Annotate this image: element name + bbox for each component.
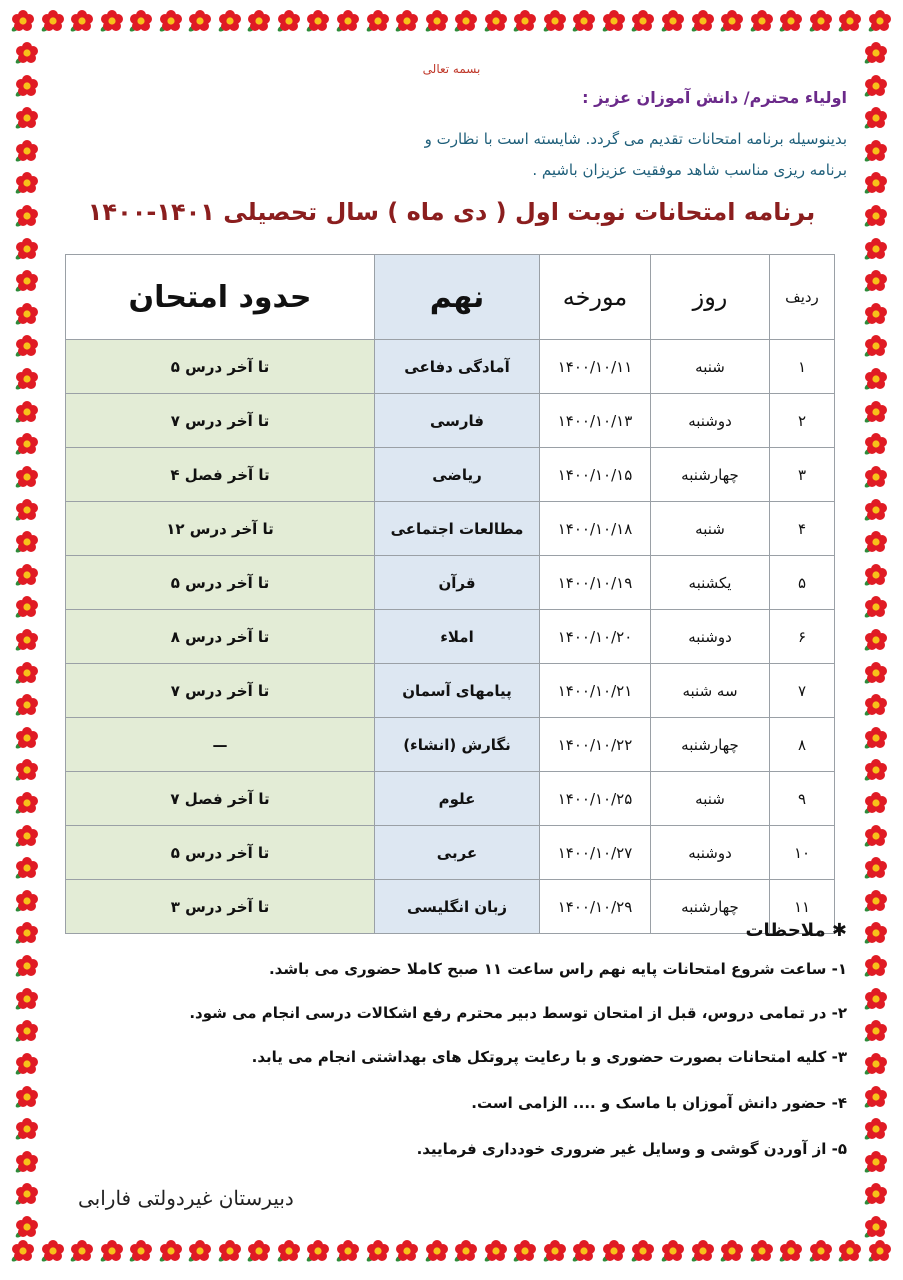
- row-number-cell: ۹: [770, 772, 835, 826]
- flower-icon: [863, 1084, 889, 1110]
- flower-icon: [863, 790, 889, 816]
- flower-icon: [14, 660, 40, 686]
- flower-icon: [335, 1238, 361, 1264]
- exam-range-cell: —: [66, 718, 375, 772]
- flower-icon: [630, 8, 656, 34]
- flower-icon: [158, 1238, 184, 1264]
- date-cell: ۱۴۰۰/۱۰/۱۵: [540, 448, 651, 502]
- flower-icon: [863, 40, 889, 66]
- table-row: [66, 718, 835, 772]
- asterisk-icon: ✱: [831, 920, 847, 941]
- course-cell: قرآن: [375, 556, 540, 610]
- flower-icon: [14, 529, 40, 555]
- date-cell: ۱۴۰۰/۱۰/۱۱: [540, 340, 651, 394]
- flower-icon: [187, 8, 213, 34]
- flower-icon: [14, 823, 40, 849]
- flower-icon: [863, 73, 889, 99]
- flower-icon: [863, 203, 889, 229]
- flower-icon: [690, 8, 716, 34]
- flower-border-bottom: [0, 1238, 903, 1272]
- flower-icon: [863, 1149, 889, 1175]
- flower-icon: [14, 105, 40, 131]
- row-number-cell: ۸: [770, 718, 835, 772]
- flower-icon: [690, 1238, 716, 1264]
- note-item: ۱- ساعت شروع امتحانات پایه نهم راس ساعت ۱۱ صبح کاملا حضوری می باشد.: [268, 960, 847, 978]
- date-cell: ۱۴۰۰/۱۰/۲۹: [540, 880, 651, 934]
- flower-icon: [863, 399, 889, 425]
- flower-icon: [14, 1018, 40, 1044]
- date-cell: ۱۴۰۰/۱۰/۲۵: [540, 772, 651, 826]
- table-row: [66, 502, 835, 556]
- flower-icon: [719, 8, 745, 34]
- flower-icon: [14, 1149, 40, 1175]
- exam-range-cell: تا آخر درس ۵: [66, 340, 375, 394]
- flower-icon: [863, 594, 889, 620]
- schedule-title: برنامه امتحانات نوبت اول ( دی ماه ) سال تحصیلی ۱۴۰۱-۱۴۰۰: [87, 198, 816, 226]
- header-date: مورخه: [540, 255, 651, 340]
- flower-icon: [863, 1214, 889, 1240]
- flower-icon: [14, 497, 40, 523]
- flower-icon: [863, 497, 889, 523]
- notes-title-text: ملاحظات: [745, 920, 826, 941]
- flower-icon: [542, 1238, 568, 1264]
- flower-icon: [69, 1238, 95, 1264]
- notes-heading: [745, 920, 847, 941]
- flower-icon: [40, 8, 66, 34]
- course-cell: آمادگی دفاعی: [375, 340, 540, 394]
- flower-icon: [14, 170, 40, 196]
- table-row: [66, 394, 835, 448]
- table-header-row: [66, 255, 835, 340]
- flower-icon: [571, 8, 597, 34]
- day-cell: دوشنبه: [651, 610, 770, 664]
- greeting-line: اولیاء محترم/ دانش آموزان عزیز :: [582, 88, 847, 107]
- exam-schedule-table: [65, 254, 835, 934]
- flower-icon: [305, 8, 331, 34]
- flower-icon: [863, 920, 889, 946]
- course-cell: زبان انگلیسی: [375, 880, 540, 934]
- intro-paragraph: [47, 124, 847, 186]
- flower-icon: [14, 953, 40, 979]
- flower-icon: [542, 8, 568, 34]
- flower-icon: [571, 1238, 597, 1264]
- row-number-cell: ۱: [770, 340, 835, 394]
- flower-icon: [14, 1084, 40, 1110]
- table-row: [66, 340, 835, 394]
- date-cell: ۱۴۰۰/۱۰/۲۰: [540, 610, 651, 664]
- day-cell: چهارشنبه: [651, 880, 770, 934]
- flower-icon: [246, 8, 272, 34]
- flower-icon: [365, 1238, 391, 1264]
- header-exam-range: حدود امتحان: [66, 255, 375, 340]
- flower-icon: [453, 1238, 479, 1264]
- flower-icon: [14, 888, 40, 914]
- day-cell: یکشنبه: [651, 556, 770, 610]
- exam-range-cell: تا آخر درس ۵: [66, 556, 375, 610]
- flower-icon: [863, 138, 889, 164]
- flower-icon: [837, 8, 863, 34]
- header-row-number: ردیف: [770, 255, 835, 340]
- flower-icon: [14, 757, 40, 783]
- flower-icon: [778, 8, 804, 34]
- flower-icon: [14, 268, 40, 294]
- flower-icon: [187, 1238, 213, 1264]
- flower-icon: [365, 8, 391, 34]
- flower-icon: [14, 1214, 40, 1240]
- flower-border-right: [859, 34, 893, 1246]
- header-day: روز: [651, 255, 770, 340]
- course-cell: مطالعات اجتماعی: [375, 502, 540, 556]
- date-cell: ۱۴۰۰/۱۰/۲۷: [540, 826, 651, 880]
- row-number-cell: ۱۱: [770, 880, 835, 934]
- date-cell: ۱۴۰۰/۱۰/۱۹: [540, 556, 651, 610]
- day-cell: سه شنبه: [651, 664, 770, 718]
- flower-icon: [863, 1018, 889, 1044]
- intro-line-2: برنامه ریزی مناسب شاهد موفقیت عزیزان باشیم .: [532, 161, 847, 179]
- flower-icon: [14, 562, 40, 588]
- day-cell: دوشنبه: [651, 826, 770, 880]
- flower-icon: [69, 8, 95, 34]
- school-signature: دبیرستان غیردولتی فارابی: [78, 1186, 294, 1210]
- row-number-cell: ۱۰: [770, 826, 835, 880]
- exam-range-cell: تا آخر درس ۱۲: [66, 502, 375, 556]
- flower-icon: [749, 8, 775, 34]
- flower-icon: [14, 1181, 40, 1207]
- flower-icon: [14, 725, 40, 751]
- exam-range-cell: تا آخر فصل ۷: [66, 772, 375, 826]
- flower-icon: [863, 268, 889, 294]
- exam-range-cell: تا آخر درس ۸: [66, 610, 375, 664]
- course-cell: عربی: [375, 826, 540, 880]
- flower-icon: [217, 8, 243, 34]
- course-cell: پیامهای آسمان: [375, 664, 540, 718]
- header-grade: نهم: [375, 255, 540, 340]
- flower-icon: [512, 1238, 538, 1264]
- row-number-cell: ۴: [770, 502, 835, 556]
- flower-icon: [246, 1238, 272, 1264]
- flower-icon: [660, 8, 686, 34]
- flower-icon: [14, 920, 40, 946]
- row-number-cell: ۷: [770, 664, 835, 718]
- flower-icon: [335, 8, 361, 34]
- table-row: [66, 556, 835, 610]
- flower-icon: [867, 8, 893, 34]
- flower-icon: [424, 1238, 450, 1264]
- flower-icon: [424, 8, 450, 34]
- row-number-cell: ۵: [770, 556, 835, 610]
- flower-icon: [10, 8, 36, 34]
- flower-icon: [483, 1238, 509, 1264]
- day-cell: شنبه: [651, 502, 770, 556]
- flower-icon: [158, 8, 184, 34]
- flower-icon: [128, 1238, 154, 1264]
- flower-icon: [808, 8, 834, 34]
- flower-icon: [778, 1238, 804, 1264]
- flower-icon: [128, 8, 154, 34]
- flower-icon: [14, 333, 40, 359]
- course-cell: علوم: [375, 772, 540, 826]
- flower-icon: [808, 1238, 834, 1264]
- date-cell: ۱۴۰۰/۱۰/۲۱: [540, 664, 651, 718]
- flower-icon: [99, 1238, 125, 1264]
- flower-border-left: [10, 34, 44, 1246]
- flower-icon: [660, 1238, 686, 1264]
- note-item: ۴- حضور دانش آموزان با ماسک و .... الزامی است.: [471, 1094, 847, 1112]
- course-cell: نگارش (انشاء): [375, 718, 540, 772]
- flower-icon: [863, 986, 889, 1012]
- flower-icon: [99, 8, 125, 34]
- flower-icon: [863, 823, 889, 849]
- flower-icon: [863, 236, 889, 262]
- note-item: ۲- در تمامی دروس، قبل از امتحان توسط دبیر محترم رفع اشکالات درسی انجام می شود.: [189, 1004, 847, 1022]
- flower-icon: [863, 431, 889, 457]
- flower-icon: [14, 236, 40, 262]
- flower-icon: [453, 8, 479, 34]
- flower-icon: [863, 627, 889, 653]
- flower-icon: [14, 464, 40, 490]
- flower-icon: [14, 366, 40, 392]
- flower-border-top: [0, 8, 903, 42]
- flower-icon: [863, 757, 889, 783]
- flower-icon: [512, 8, 538, 34]
- day-cell: شنبه: [651, 772, 770, 826]
- table-row: [66, 880, 835, 934]
- flower-icon: [863, 1181, 889, 1207]
- flower-icon: [276, 8, 302, 34]
- flower-icon: [630, 1238, 656, 1264]
- flower-icon: [863, 953, 889, 979]
- table-row: [66, 448, 835, 502]
- flower-icon: [863, 464, 889, 490]
- flower-icon: [863, 105, 889, 131]
- day-cell: شنبه: [651, 340, 770, 394]
- exam-range-cell: تا آخر درس ۳: [66, 880, 375, 934]
- flower-icon: [863, 301, 889, 327]
- flower-icon: [394, 8, 420, 34]
- note-item: ۳- کلیه امتحانات بصورت حضوری و با رعایت پروتکل های بهداشتی انجام می یابد.: [251, 1048, 847, 1066]
- flower-icon: [863, 366, 889, 392]
- flower-icon: [719, 1238, 745, 1264]
- flower-icon: [394, 1238, 420, 1264]
- row-number-cell: ۳: [770, 448, 835, 502]
- row-number-cell: ۶: [770, 610, 835, 664]
- flower-icon: [863, 1116, 889, 1142]
- flower-icon: [601, 1238, 627, 1264]
- flower-icon: [14, 138, 40, 164]
- flower-icon: [863, 1051, 889, 1077]
- flower-icon: [14, 431, 40, 457]
- announcement-page: [48, 48, 855, 1232]
- exam-range-cell: تا آخر درس ۵: [66, 826, 375, 880]
- flower-icon: [863, 562, 889, 588]
- bismillah-heading: بسمه تعالی: [422, 62, 481, 76]
- intro-line-1: بدینوسیله برنامه امتحانات تقدیم می گردد. شایسته است با نظارت و: [424, 130, 847, 148]
- course-cell: ریاضی: [375, 448, 540, 502]
- flower-icon: [749, 1238, 775, 1264]
- date-cell: ۱۴۰۰/۱۰/۱۳: [540, 394, 651, 448]
- table-row: [66, 610, 835, 664]
- row-number-cell: ۲: [770, 394, 835, 448]
- flower-icon: [14, 594, 40, 620]
- flower-icon: [305, 1238, 331, 1264]
- flower-icon: [14, 73, 40, 99]
- flower-icon: [863, 660, 889, 686]
- exam-range-cell: تا آخر درس ۷: [66, 394, 375, 448]
- flower-icon: [217, 1238, 243, 1264]
- date-cell: ۱۴۰۰/۱۰/۲۲: [540, 718, 651, 772]
- flower-icon: [14, 986, 40, 1012]
- flower-icon: [863, 725, 889, 751]
- flower-icon: [863, 888, 889, 914]
- flower-icon: [863, 855, 889, 881]
- exam-range-cell: تا آخر فصل ۴: [66, 448, 375, 502]
- table-row: [66, 664, 835, 718]
- date-cell: ۱۴۰۰/۱۰/۱۸: [540, 502, 651, 556]
- flower-icon: [863, 170, 889, 196]
- day-cell: چهارشنبه: [651, 448, 770, 502]
- flower-icon: [863, 333, 889, 359]
- flower-icon: [601, 8, 627, 34]
- flower-icon: [14, 855, 40, 881]
- flower-icon: [483, 8, 509, 34]
- course-cell: فارسی: [375, 394, 540, 448]
- flower-icon: [14, 627, 40, 653]
- flower-icon: [14, 1051, 40, 1077]
- flower-icon: [863, 692, 889, 718]
- flower-icon: [14, 203, 40, 229]
- flower-icon: [863, 529, 889, 555]
- exam-range-cell: تا آخر درس ۷: [66, 664, 375, 718]
- flower-icon: [14, 399, 40, 425]
- flower-icon: [14, 301, 40, 327]
- flower-icon: [14, 790, 40, 816]
- table-row: [66, 772, 835, 826]
- course-cell: املاء: [375, 610, 540, 664]
- table-row: [66, 826, 835, 880]
- day-cell: چهارشنبه: [651, 718, 770, 772]
- flower-icon: [276, 1238, 302, 1264]
- day-cell: دوشنبه: [651, 394, 770, 448]
- flower-icon: [14, 692, 40, 718]
- flower-icon: [14, 1116, 40, 1142]
- flower-icon: [14, 40, 40, 66]
- note-item: ۵- از آوردن گوشی و وسایل غیر ضروری خودداری فرمایید.: [416, 1140, 847, 1158]
